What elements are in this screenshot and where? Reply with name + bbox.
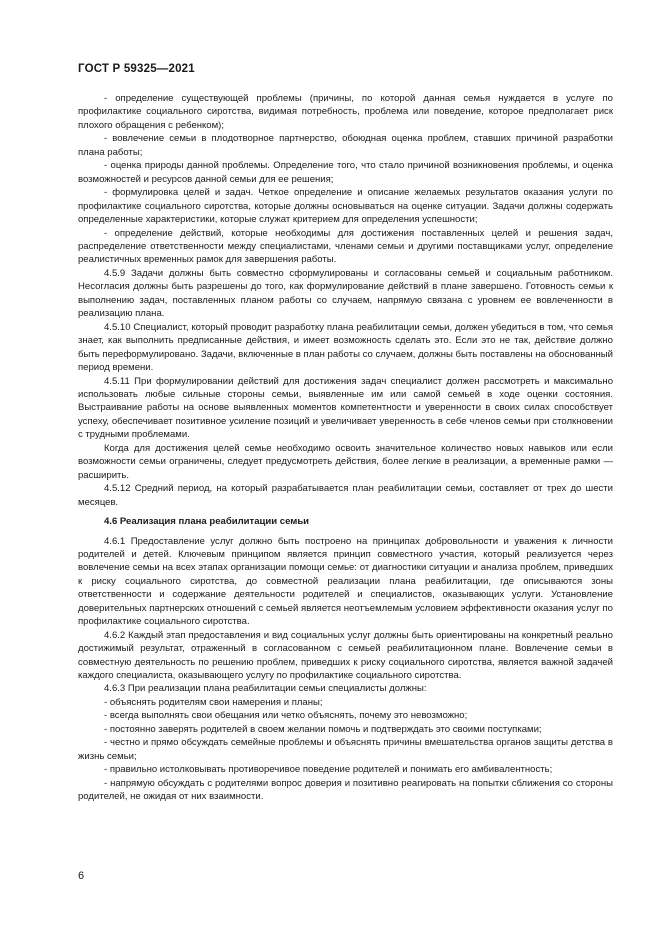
paragraph: - оценка природы данной проблемы. Определение того, что стало причиной возникновения проблемы, и оценка возможностей и ресурсов данной семьи для ее решения; bbox=[78, 160, 613, 185]
document-body bbox=[78, 92, 613, 804]
section-heading: 4.6 Реализация плана реабилитации семьи bbox=[104, 516, 310, 528]
paragraph: 4.6.1 Предоставление услуг должно быть построено на принципах добровольности и уважения к личности родителей и детей. Ключевым принципом является принцип совместного участия, который реализуется через вовлечение семьи на всех этапах организации помощи семье: от диагностики ситуации и анализа проблем, приведших к риску социального сиротства, до совместной реализации плана реабилитации, где описываются зоны ответственности и содержание деятельности родителей и специалистов, оказывающих услуги. Установление доверительных партнерских отношений с семьей является неотъемлемым условием эффективности оказания услуг по профилактике социального сиротства. bbox=[78, 535, 613, 628]
paragraph: 4.5.10 Специалист, который проводит разработку плана реабилитации семьи, должен убедиться в том, что семья знает, как выполнить предписанные действия, и имеет возможность сделать это. Если это не так, действие должно быть переформулировано. Задачи, включенные в план работы со случаем, должны быть поставлены на обоснованный период времени. bbox=[78, 321, 613, 374]
page-number: 6 bbox=[78, 870, 85, 882]
list-item: - честно и прямо обсуждать семейные проблемы и объяснять причины вмешательства органов защиты детства в жизнь семьи; bbox=[78, 737, 613, 762]
paragraph: 4.5.11 При формулировании действий для достижения задач специалист должен рассмотреть и максимально использовать любые сильные стороны семьи, выявленные им или самой семьей в ходе оценки состояния. Выстраивание работы на основе выявленных моментов компетентности и уверенности в своих силах способствует успеху, обеспечивает позитивное усиление позиций и увеличивает уверенность в себе членов семьи при столкновении с трудными проблемами. bbox=[78, 375, 613, 441]
list-item: - правильно истолковывать противоречивое поведение родителей и понимать его амбивалентность; bbox=[104, 764, 553, 776]
paragraph: - определение действий, которые необходимы для достижения поставленных целей и решения задач, распределение ответственности между специалистами, членами семьи и другими поставщиками услуг, определение реалистичных временных рамок для завершения работы. bbox=[78, 227, 613, 266]
paragraph: 4.5.9 Задачи должны быть совместно сформулированы и согласованы семьей и социальным работником. Несогласия должны быть разрешены до того, как формулирование действий в плане завершено. Готовность семьи к выполнению задач, поставленных планом работы со случаем, напрямую связана с уровнем ее вовлеченности в реализацию плана. bbox=[78, 267, 613, 320]
paragraph: 4.6.3 При реализации плана реабилитации семьи специалисты должны: bbox=[104, 683, 427, 695]
paragraph: 4.5.12 Средний период, на который разрабатывается план реабилитации семьи, составляет от трех до шести месяцев. bbox=[78, 483, 613, 508]
document-header: ГОСТ Р 59325—2021 bbox=[78, 63, 195, 75]
paragraph: - формулировка целей и задач. Четкое определение и описание желаемых результатов оказания услуги по профилактике социального сиротства, которые должны основываться на оценке ситуации. Задачи должны содержать определенные характеристики, которые служат критерием для определения успешности; bbox=[78, 187, 613, 226]
paragraph: - определение существующей проблемы (причины, по которой данная семья нуждается в услуге по профилактике социального сиротства, видимая потребность, проблема или поведение, которое предполагает риск плохого обращения с ребенком); bbox=[78, 93, 613, 131]
list-item: - всегда выполнять свои обещания или четко объяснять, почему это невозможно; bbox=[104, 710, 468, 722]
paragraph: Когда для достижения целей семье необходимо освоить значительное количество новых навыков или если возможности семьи ограничены, следует предусмотреть действия, более легкие в реализации, а временные рамки — расширить. bbox=[78, 442, 613, 481]
paragraph: - вовлечение семьи в плодотворное партнерство, обоюдная оценка проблем, ставших причиной разработки плана работы; bbox=[78, 133, 613, 158]
list-item: - объяснять родителям свои намерения и планы; bbox=[104, 696, 323, 708]
list-item: - постоянно заверять родителей в своем желании помочь и подтверждать это своими поступками; bbox=[104, 723, 542, 735]
paragraph: 4.6.2 Каждый этап предоставления и вид социальных услуг должны быть ориентированы на конкретный реально достижимый результат, отраженный в согласованном с семьей реабилитационном плане. Вовлечение семьи в совместную деятельность по решению проблем, приведших к риску социального сиротства, является важной задачей каждого специалиста, оказывающего услугу по профилактике социального сиротства. bbox=[78, 629, 613, 682]
list-item: - напрямую обсуждать с родителями вопрос доверия и позитивно реагировать на попытки сближения со стороны родителей, не ожидая от них взаимности. bbox=[78, 777, 613, 803]
